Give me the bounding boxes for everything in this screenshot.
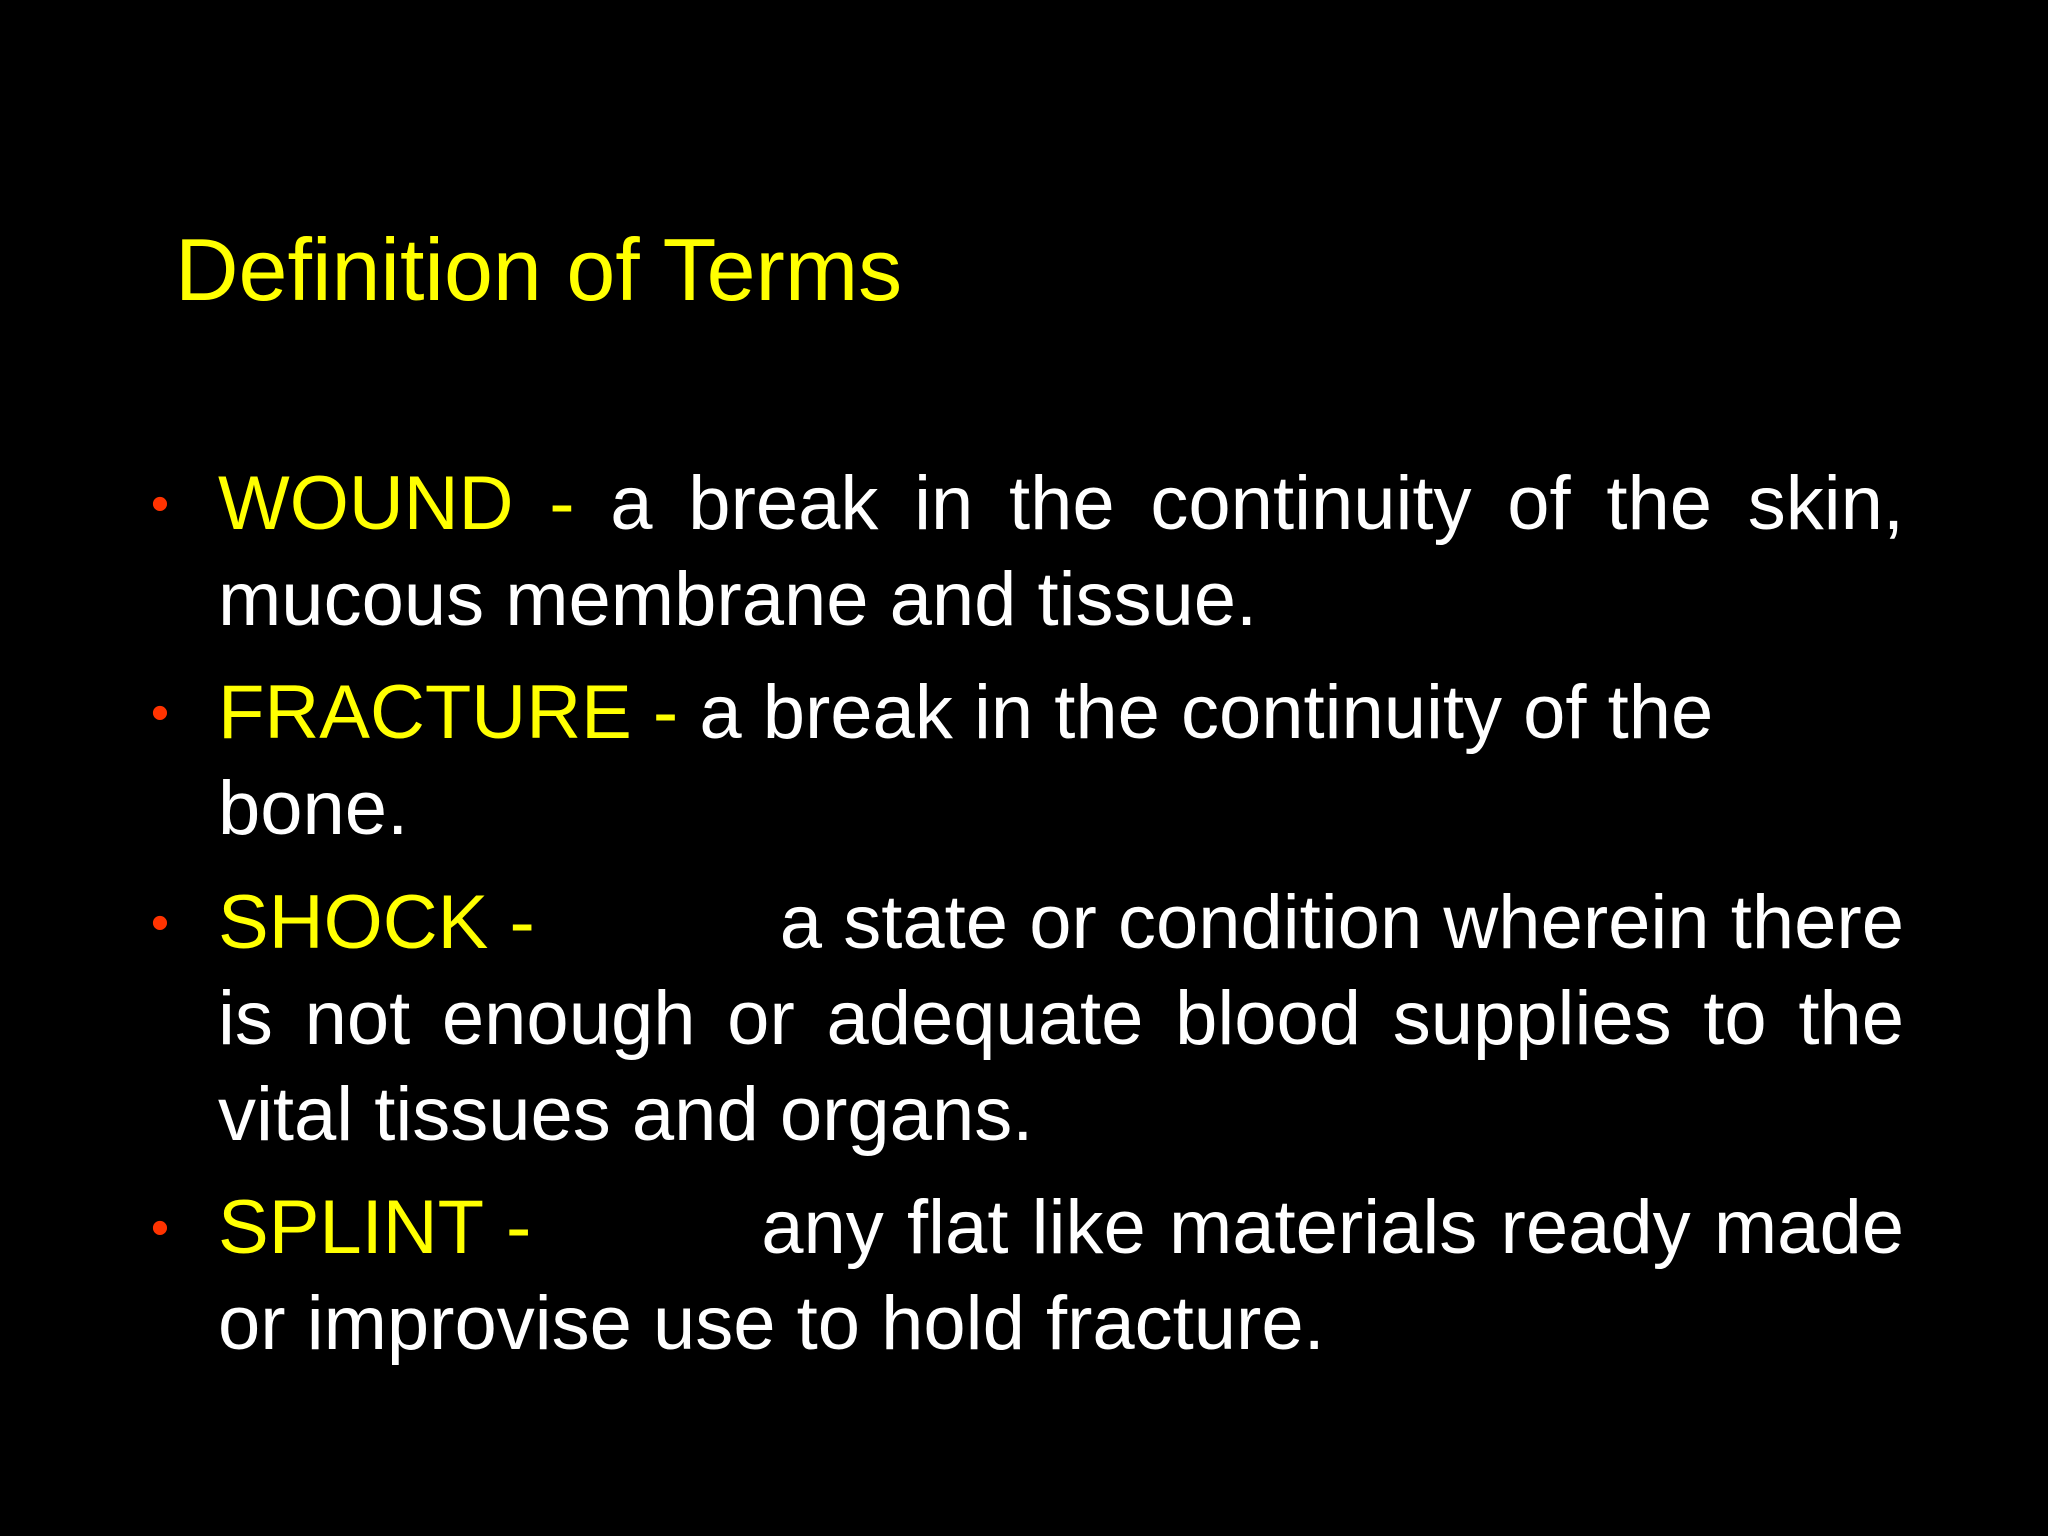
term-fracture: FRACTURE [218,670,632,755]
bullet-icon: • [150,684,170,742]
term-dash: - [513,461,611,546]
term-wound: WOUND [218,461,514,546]
definition-fracture: a break in the continuity of the bone. [218,670,1714,851]
definition-shock: a state or condition wherein there is not enough or adequate blood supplies to the vital tissues and organs. [218,880,1904,1157]
list-item-shock [150,875,1904,1163]
term-splint: SPLINT [218,1185,483,1270]
bullet-icon: • [150,475,170,533]
definition-wound: a break in the continuity of the skin, mucous membrane and tissue. [218,461,1904,642]
list-item-wound [150,456,1904,648]
definition-text [218,875,1904,1163]
definition-text [218,456,1904,648]
term-dash: - [488,880,535,965]
definition-splint: any flat like materials ready made or improvise use to hold fracture. [218,1185,1904,1366]
definition-text [218,665,1904,857]
term-shock: SHOCK [218,880,489,965]
slide-title: Definition of Terms [175,220,903,319]
list-item-fracture [150,665,1904,857]
bullet-icon: • [150,1199,170,1257]
term-dash: - [631,670,700,755]
bullet-icon: • [150,894,170,952]
list-item-splint [150,1180,1904,1372]
term-dash: - [482,1185,532,1270]
definition-text [218,1180,1904,1372]
